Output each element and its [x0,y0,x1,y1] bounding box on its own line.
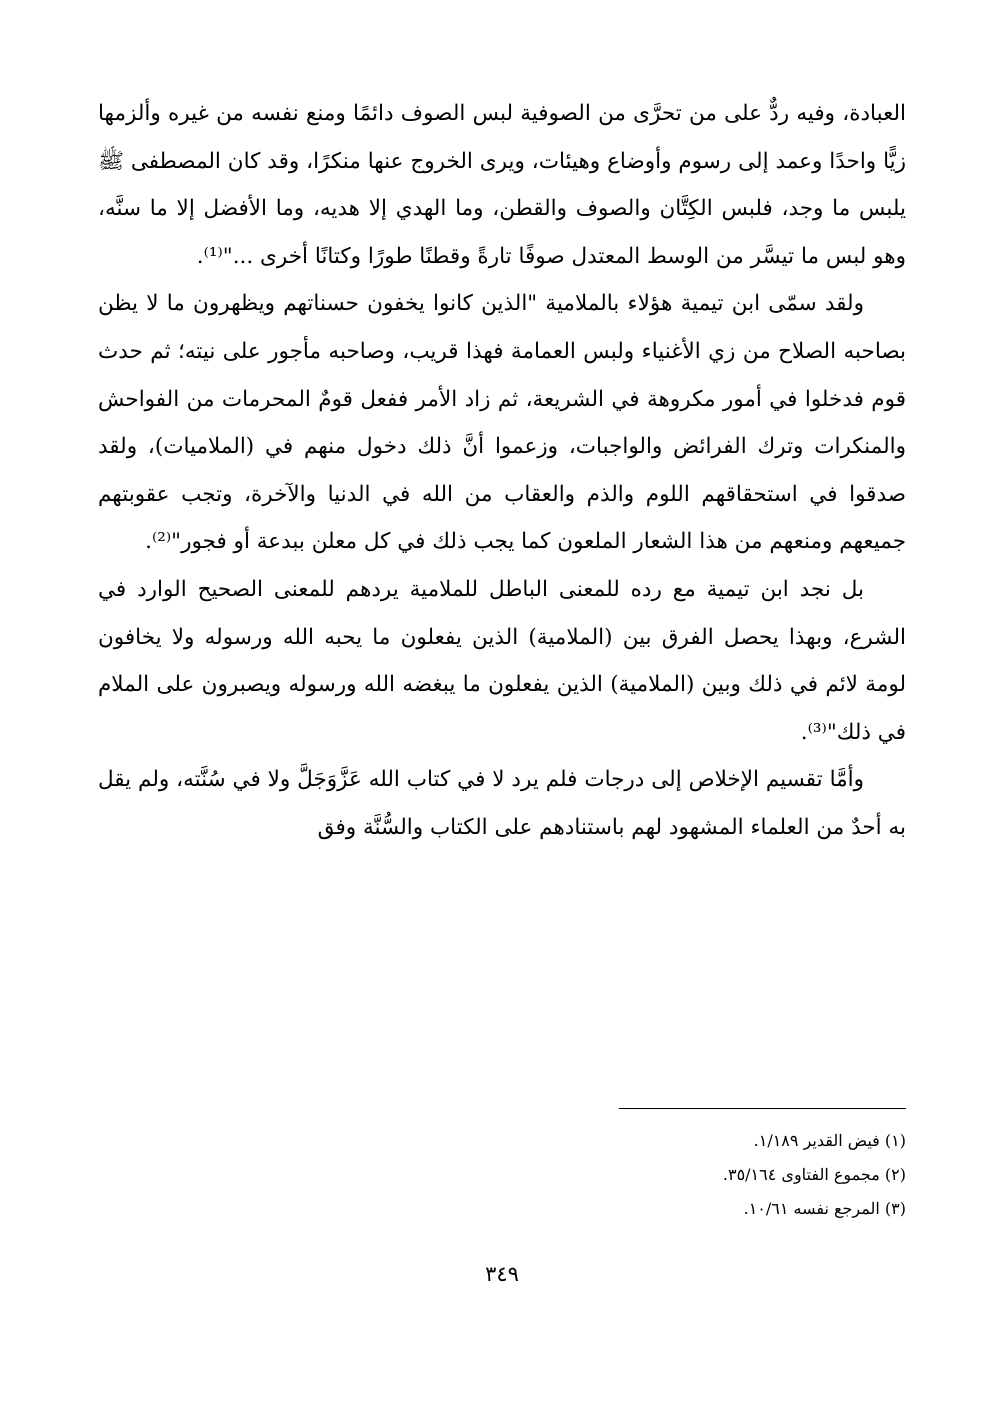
paragraph-3: بل نجد ابن تيمية مع رده للمعنى الباطل للملامية يردهم للمعنى الصحيح الوارد في الشرع، وبهذا يحصل الفرق بين (الملامية) الذين يفعلون ما يحبه الله ورسوله ولا يخافون لومة لائم في ذلك وبين (الملامية) الذين يفعلون ما يبغضه الله ورسوله ويصبرون على الملام في ذلك"⁽³⁾. [98,576,906,745]
footnotes [98,1124,906,1226]
paragraph-4: وأمَّا تقسيم الإخلاص إلى درجات فلم يرد لا في كتاب الله عَزَّوَجَلَّ ولا في سُنَّته، ولم يقل به أحدٌ من العلماء المشهود لهم باستنادهم على الكتاب والسُّنَّة وفق [98,767,906,840]
footnote-1: (١) فيض القدير ١/١٨٩. [753,1131,906,1150]
page-number: ٣٤٩ [485,1262,519,1286]
footnote-2: (٢) مجموع الفتاوى ٣٥/١٦٤. [722,1165,906,1184]
paragraph-2: ولقد سمّى ابن تيمية هؤلاء بالملامية "الذين كانوا يخفون حسناتهم ويظهرون ما لا يظن بصاحبه الصلاح من زي الأغنياء ولبس العمامة فهذا قريب، وصاحبه مأجور على نيته؛ ثم حدث قوم فدخلوا في أمور مكروهة في الشريعة، ثم زاد الأمر ففعل قومٌ المحرمات من الفواحش والمنكرات وترك الفرائض والواجبات، وزعموا أنَّ ذلك دخول منهم في (الملاميات)، ولقد صدقوا في استحقاقهم اللوم والذم والعقاب من الله في الدنيا والآخرة، وتجب عقوبتهم جميعهم ومنعهم من هذا الشعار الملعون كما يجب ذلك في كل معلن ببدعة أو فجور"⁽²⁾. [98,291,906,555]
main-text [98,90,906,852]
footnote-3: (٣) المرجع نفسه ١٠/٦١. [743,1199,906,1218]
paragraph-1: العبادة، وفيه ردٌّ على من تحرَّى من الصوفية لبس الصوف دائمًا ومنع نفسه من غيره وألزمها زيًّا واحدًا وعمد إلى رسوم وأوضاع وهيئات، ويرى الخروج عنها منكرًا، وقد كان المصطفى ﷺ يلبس ما وجد، فلبس الكِتَّان والصوف والقطن، وما الهدي إلا هديه، وما الأفضل إلا ما سنَّه، وهو لبس ما تيسَّر من الوسط المعتدل صوفًا تارةً وقطنًا طورًا وكتانًا أخرى ..."⁽¹⁾. [98,101,906,269]
footnote-divider [619,1108,906,1109]
